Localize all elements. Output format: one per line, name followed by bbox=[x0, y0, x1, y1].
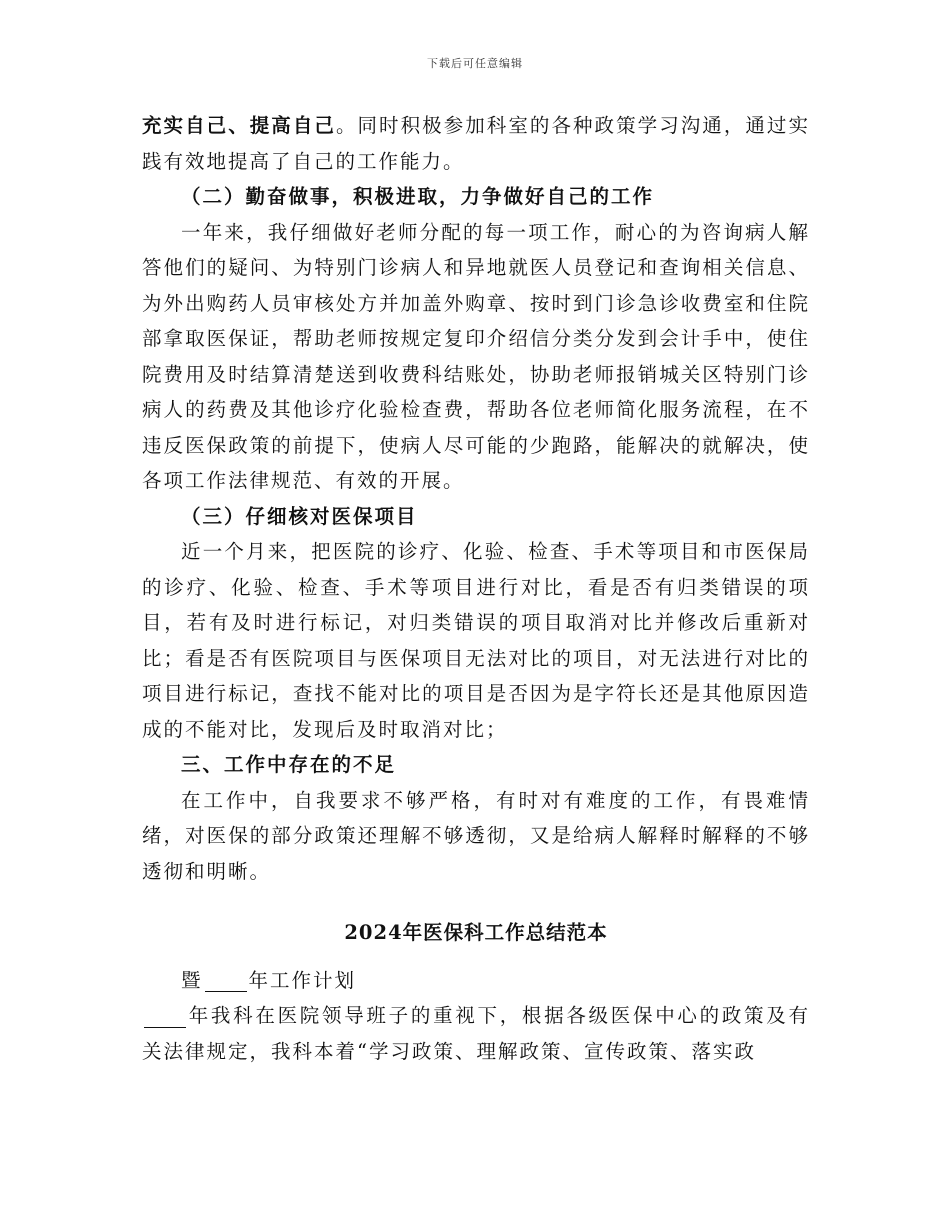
paragraph-5 bbox=[142, 963, 810, 999]
blank-underline bbox=[144, 1005, 186, 1028]
paragraph-5-suffix: 年工作计划 bbox=[248, 968, 357, 992]
section-heading-shortcomings: 三、工作中存在的不足 bbox=[181, 753, 397, 776]
paragraph-6 bbox=[142, 998, 810, 1069]
paragraph-2: 一年来，我仔细做好老师分配的每一项工作，耐心的为咨询病人解答他们的疑问、为特别门诊病人和异地就医人员登记和查询相关信息、为外出购药人员审核处方并加盖外购章、按时到门诊急诊收费室和住院部拿取医保证，帮助老师按规定复印介绍信分类分发到会计手中，使住院费用及时结算清楚送到收费科结账处，协助老师报销城关区特别门诊病人的药费及其他诊疗化验检查费，帮助各位老师简化服务流程，在不违反医保政策的前提下，使病人尽可能的少跑路，能解决的就解决，使各项工作法律规范、有效的开展。 bbox=[142, 220, 810, 492]
section-heading-3: （三）仔细核对医保项目 bbox=[181, 504, 418, 528]
paragraph-4: 在工作中，自我要求不够严格，有时对有难度的工作，有畏难情绪，对医保的部分政策还理解不够透彻，又是给病人解释时解释的不够透彻和明晰。 bbox=[142, 788, 810, 883]
document-title: 2024年医保科工作总结范本 bbox=[344, 921, 608, 944]
paragraph-6-text: 年我科在医院领导班子的重视下，根据各级医保中心的政策及有关法律规定，我科本着“学习政策、理解政策、宣传政策、落实政 bbox=[142, 1004, 810, 1063]
paragraph-3: 近一个月来，把医院的诊疗、化验、检查、手术等项目和市医保局的诊疗、化验、检查、手术等项目进行对比，看是否有归类错误的项目，若有及时进行标记，对归类错误的项目取消对比并修改后重新对比；看是否有医院项目与医保项目无法对比的项目，对无法进行对比的项目进行标记，查找不能对比的项目是否因为是字符长还是其他原因造成的不能对比，发现后及时取消对比； bbox=[142, 540, 810, 741]
paragraph-1-rest: 。同时积极参加科室的各种政策学习沟通，通过实践有效地提高了自己的工作能力。 bbox=[142, 114, 810, 173]
blank-underline bbox=[205, 969, 247, 992]
page-header: 下载后可任意编辑 bbox=[427, 57, 523, 70]
section-heading-2: （二）勤奋做事，积极进取，力争做好自己的工作 bbox=[181, 185, 655, 208]
paragraph-1-bold-lead: 充实自己、提高自己 bbox=[142, 114, 336, 137]
paragraph-1 bbox=[142, 108, 810, 179]
paragraph-5-prefix: 暨 bbox=[181, 968, 203, 992]
document-body bbox=[142, 108, 810, 1069]
